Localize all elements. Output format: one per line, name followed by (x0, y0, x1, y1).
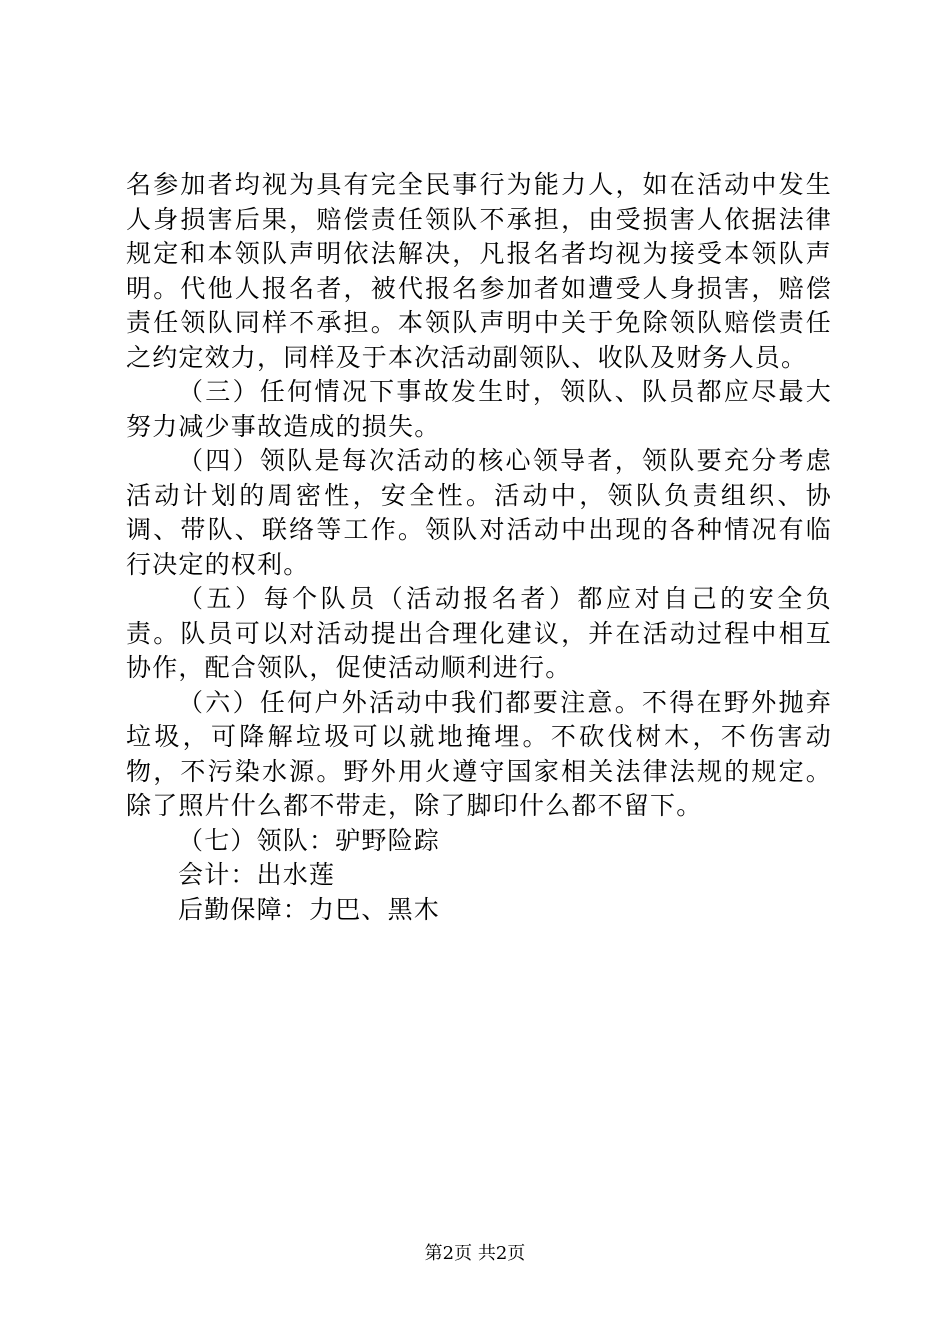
paragraph-item-3: （三）任何情况下事故发生时，领队、队员都应尽最大努力减少事故造成的损失。 (126, 377, 832, 441)
paragraph-continuation: 名参加者均视为具有完全民事行为能力人，如在活动中发生人身损害后果，赔偿责任领队不承担，由受损害人依据法律规定和本领队声明依法解决，凡报名者均视为接受本领队声明。代他人报名者，被代报名参加者如遭受人身损害，赔偿责任领队同样不承担。本领队声明中关于免除领队赔偿责任之约定效力，同样及于本次活动副领队、收队及财务人员。 (126, 170, 832, 372)
document-body (126, 168, 832, 927)
paragraph-item-4: （四）领队是每次活动的核心领导者，领队要充分考虑活动计划的周密性，安全性。活动中，领队负责组织、协调、带队、联络等工作。领队对活动中出现的各种情况有临行决定的权利。 (126, 446, 832, 579)
paragraph-item-5: （五）每个队员（活动报名者）都应对自己的安全负责。队员可以对活动提出合理化建议，并在活动过程中相互协作，配合领队，促使活动顺利进行。 (126, 584, 832, 682)
page-footer: 第2页 共2页 (424, 1243, 526, 1264)
paragraph-logistics: 后勤保障：力巴、黑木 (178, 894, 441, 924)
paragraph-accountant: 会计：出水莲 (178, 860, 336, 889)
paragraph-item-7-leader: （七）领队：驴野险踪 (178, 825, 441, 855)
paragraph-item-6: （六）任何户外活动中我们都要注意。不得在野外抛弃垃圾，可降解垃圾可以就地掩埋。不砍伐树木，不伤害动物，不污染水源。野外用火遵守国家相关法律法规的规定。除了照片什么都不带走，除了脚印什么都不留下。 (126, 687, 832, 820)
